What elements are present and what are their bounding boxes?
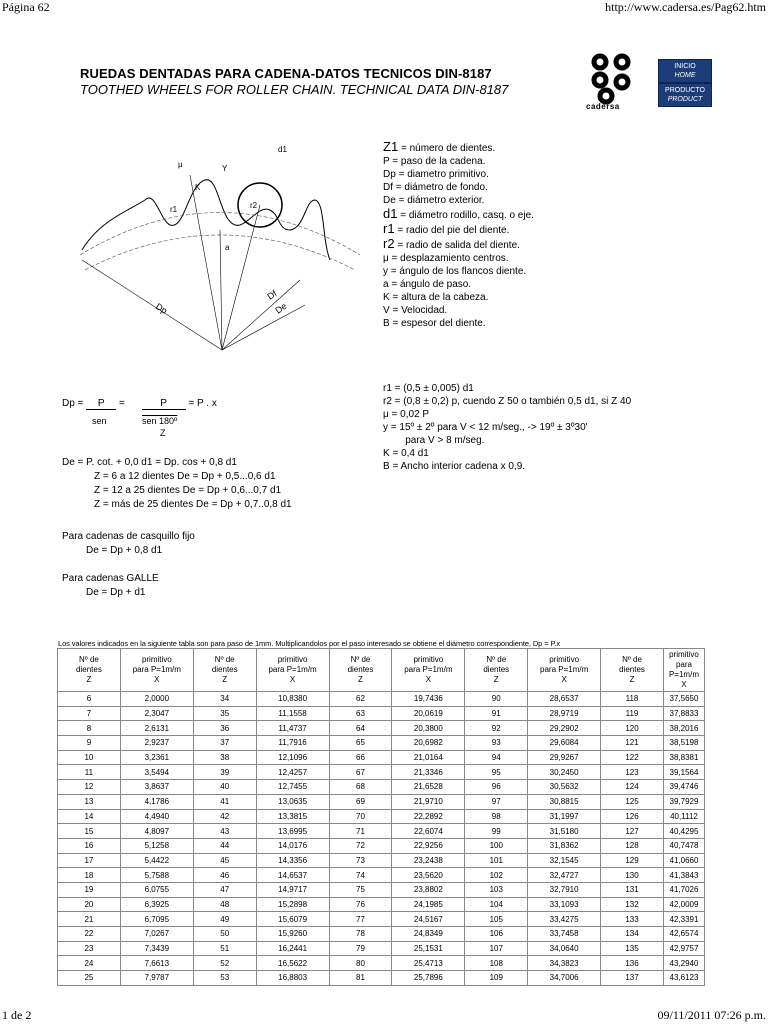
- pitch-factor-cell: 31,1997: [528, 809, 601, 824]
- legend-item: r2 = radio de salida del diente.: [383, 236, 520, 251]
- teeth-count-cell: 126: [601, 809, 664, 824]
- print-header: [0, 0, 768, 14]
- pitch-factor-cell: 39,4746: [663, 780, 704, 795]
- teeth-count-cell: 50: [193, 927, 256, 942]
- pitch-factor-cell: 29,2902: [528, 721, 601, 736]
- teeth-count-cell: 103: [465, 882, 528, 897]
- teeth-count-cell: 64: [329, 721, 392, 736]
- pitch-factor-cell: 34,3823: [528, 956, 601, 971]
- table-body: [58, 692, 705, 986]
- teeth-count-cell: 125: [601, 794, 664, 809]
- pitch-factor-cell: 38,2016: [663, 721, 704, 736]
- teeth-count-cell: 65: [329, 736, 392, 751]
- pitch-factor-cell: 33,7458: [528, 927, 601, 942]
- teeth-count-cell: 47: [193, 882, 256, 897]
- pitch-factor-cell: 33,4275: [528, 912, 601, 927]
- teeth-count-cell: 49: [193, 912, 256, 927]
- legend-item: μ = desplazamiento centros.: [383, 253, 509, 264]
- sprocket-diagram: [70, 130, 370, 360]
- teeth-count-cell: 19: [58, 882, 121, 897]
- teeth-count-cell: 127: [601, 824, 664, 839]
- print-header-page: Página 62: [2, 0, 50, 14]
- pitch-factor-cell: 24,1985: [392, 897, 465, 912]
- teeth-count-cell: 12: [58, 780, 121, 795]
- legend-item: K = altura de la cabeza.: [383, 292, 489, 303]
- teeth-count-cell: 44: [193, 838, 256, 853]
- teeth-count-cell: 11: [58, 765, 121, 780]
- teeth-count-cell: 107: [465, 941, 528, 956]
- pitch-factor-cell: 11,1558: [256, 706, 329, 721]
- teeth-count-cell: 15: [58, 824, 121, 839]
- pitch-factor-cell: 23,2438: [392, 853, 465, 868]
- pitch-factor-cell: 22,9256: [392, 838, 465, 853]
- teeth-count-cell: 109: [465, 971, 528, 986]
- teeth-count-cell: 134: [601, 927, 664, 942]
- pitch-factor-cell: 41,0660: [663, 853, 704, 868]
- table-row: [58, 853, 705, 868]
- teeth-count-cell: 18: [58, 868, 121, 883]
- pitch-factor-cell: 32,7910: [528, 882, 601, 897]
- pitch-factor-cell: 31,5180: [528, 824, 601, 839]
- teeth-count-cell: 66: [329, 750, 392, 765]
- teeth-count-cell: 45: [193, 853, 256, 868]
- pitch-factor-cell: 13,6995: [256, 824, 329, 839]
- table-row: [58, 692, 705, 707]
- pitch-factor-cell: 22,6074: [392, 824, 465, 839]
- legend-item: a = ángulo de paso.: [383, 279, 472, 290]
- teeth-count-cell: 137: [601, 971, 664, 986]
- pitch-factor-cell: 34,7006: [528, 971, 601, 986]
- pitch-factor-cell: 20,0619: [392, 706, 465, 721]
- col-header-x: primitivo para P=1m/m X: [256, 649, 329, 692]
- diagram-label-dp: Dp: [153, 301, 170, 316]
- pitch-factor-cell: 28,6537: [528, 692, 601, 707]
- pitch-factor-cell: 23,8802: [392, 882, 465, 897]
- teeth-count-cell: 24: [58, 956, 121, 971]
- print-header-url: http://www.cadersa.es/Pag62.htm: [605, 0, 766, 14]
- teeth-count-cell: 133: [601, 912, 664, 927]
- teeth-count-cell: 35: [193, 706, 256, 721]
- legend-item: Dp = diametro primitivo.: [383, 169, 489, 180]
- teeth-count-cell: 80: [329, 956, 392, 971]
- pitch-factor-cell: 6,3925: [120, 897, 193, 912]
- legend-item: B = espesor del diente.: [383, 318, 486, 329]
- pitch-factor-cell: 4,1786: [120, 794, 193, 809]
- pitch-factor-cell: 16,5622: [256, 956, 329, 971]
- teeth-count-cell: 52: [193, 956, 256, 971]
- diagram-label-k: K: [195, 183, 201, 192]
- teeth-count-cell: 104: [465, 897, 528, 912]
- pitch-factor-cell: 28,9719: [528, 706, 601, 721]
- legend-item: r1 = radio del pie del diente.: [383, 221, 510, 236]
- diagram-label-df: Df: [265, 288, 279, 302]
- pitch-factor-cell: 24,5167: [392, 912, 465, 927]
- teeth-count-cell: 36: [193, 721, 256, 736]
- formula-line: B = Ancho interior cadena x 0,9.: [383, 461, 526, 472]
- teeth-count-cell: 42: [193, 809, 256, 824]
- table-row: [58, 794, 705, 809]
- table-row: [58, 941, 705, 956]
- pitch-factor-cell: 14,3356: [256, 853, 329, 868]
- teeth-count-cell: 79: [329, 941, 392, 956]
- pitch-factor-cell: 15,2898: [256, 897, 329, 912]
- col-header-x: primitivo para P=1m/m X: [392, 649, 465, 692]
- pitch-factor-cell: 24,8349: [392, 927, 465, 942]
- diagram-label-a: a: [225, 243, 230, 252]
- table-row: [58, 838, 705, 853]
- pitch-factor-cell: 12,4257: [256, 765, 329, 780]
- teeth-count-cell: 78: [329, 927, 392, 942]
- symbol-legend: [383, 140, 763, 330]
- pitch-factor-cell: 42,3391: [663, 912, 704, 927]
- pitch-factor-cell: 21,6528: [392, 780, 465, 795]
- teeth-count-cell: 69: [329, 794, 392, 809]
- pitch-factor-cell: 13,3815: [256, 809, 329, 824]
- pitch-factor-cell: 2,3047: [120, 706, 193, 721]
- teeth-count-cell: 10: [58, 750, 121, 765]
- table-row: [58, 750, 705, 765]
- teeth-count-cell: 90: [465, 692, 528, 707]
- table-row: [58, 971, 705, 986]
- pitch-factor-cell: 11,4737: [256, 721, 329, 736]
- teeth-count-cell: 130: [601, 868, 664, 883]
- teeth-count-cell: 48: [193, 897, 256, 912]
- formula-line: r1 = (0,5 ± 0,005) d1: [383, 383, 474, 394]
- pitch-factor-cell: 25,4713: [392, 956, 465, 971]
- pitch-factor-cell: 42,9757: [663, 941, 704, 956]
- teeth-count-cell: 37: [193, 736, 256, 751]
- legend-item: d1 = diámetro rodillo, casq. o eje.: [383, 206, 534, 221]
- teeth-count-cell: 70: [329, 809, 392, 824]
- print-footer-page-count: 1 de 2: [2, 1008, 32, 1022]
- teeth-count-cell: 129: [601, 853, 664, 868]
- table-row: [58, 897, 705, 912]
- diagram-label-d1: d1: [278, 145, 287, 154]
- formula-line: Z = más de 25 dientes De = Dp + 0,7..0,8 d1: [94, 499, 292, 510]
- table-row: [58, 927, 705, 942]
- formula-line: y = 15º ± 2º para V < 12 m/seg., -> 19º ± 3º30': [383, 422, 588, 433]
- teeth-count-cell: 43: [193, 824, 256, 839]
- teeth-count-cell: 132: [601, 897, 664, 912]
- pitch-factor-cell: 5,4422: [120, 853, 193, 868]
- table-header-row: [58, 649, 705, 692]
- pitch-factor-cell: 7,6613: [120, 956, 193, 971]
- title-english: TOOTHED WHEELS FOR ROLLER CHAIN. TECHNICAL DATA DIN-8187: [80, 82, 509, 97]
- teeth-count-cell: 77: [329, 912, 392, 927]
- home-button[interactable]: [658, 59, 712, 83]
- pitch-factor-cell: 29,9267: [528, 750, 601, 765]
- teeth-count-cell: 97: [465, 794, 528, 809]
- pitch-factor-cell: 3,8637: [120, 780, 193, 795]
- diagram-label-r2: r2: [250, 201, 258, 210]
- teeth-count-cell: 38: [193, 750, 256, 765]
- table-row: [58, 956, 705, 971]
- table-row: [58, 765, 705, 780]
- dp-formula: Dp = P = P = P . x sen sen 180º Z: [62, 398, 217, 438]
- pitch-factor-cell: 14,6537: [256, 868, 329, 883]
- pitch-factor-cell: 14,0176: [256, 838, 329, 853]
- pitch-factor-cell: 41,3843: [663, 868, 704, 883]
- pitch-factor-cell: 31,8362: [528, 838, 601, 853]
- teeth-count-cell: 122: [601, 750, 664, 765]
- teeth-count-cell: 25: [58, 971, 121, 986]
- teeth-count-cell: 34: [193, 692, 256, 707]
- teeth-count-cell: 40: [193, 780, 256, 795]
- pitch-diameter-table: [57, 648, 705, 986]
- pitch-factor-cell: 29,6084: [528, 736, 601, 751]
- pitch-factor-cell: 2,9237: [120, 736, 193, 751]
- pitch-factor-cell: 4,4940: [120, 809, 193, 824]
- print-footer-timestamp: 09/11/2011 07:26 p.m.: [657, 1008, 766, 1022]
- formula-line: De = Dp + d1: [86, 587, 146, 598]
- pitch-factor-cell: 38,8381: [663, 750, 704, 765]
- pitch-factor-cell: 12,7455: [256, 780, 329, 795]
- pitch-factor-cell: 16,2441: [256, 941, 329, 956]
- pitch-factor-cell: 40,7478: [663, 838, 704, 853]
- table-note: Los valores indicados en la siguiente tabla son para paso de 1mm. Multiplicandolos por el paso interesado se obtiene el diámetro correspondiente, Dp = P.x: [58, 639, 561, 648]
- table-row: [58, 780, 705, 795]
- outer-diameter-formulas: [62, 456, 292, 600]
- col-header-z: Nº de dientes Z: [193, 649, 256, 692]
- col-header-z: Nº de dientes Z: [58, 649, 121, 692]
- teeth-count-cell: 22: [58, 927, 121, 942]
- teeth-count-cell: 76: [329, 897, 392, 912]
- teeth-count-cell: 94: [465, 750, 528, 765]
- home-button-label-en: HOME: [674, 72, 696, 79]
- table-row: [58, 912, 705, 927]
- col-header-x: primitivo para P=1m/m X: [120, 649, 193, 692]
- pitch-factor-cell: 39,7929: [663, 794, 704, 809]
- pitch-factor-cell: 20,6982: [392, 736, 465, 751]
- teeth-count-cell: 92: [465, 721, 528, 736]
- teeth-count-cell: 74: [329, 868, 392, 883]
- formula-line: para V > 8 m/seg.: [383, 435, 485, 446]
- legend-item: Df = diámetro de fondo.: [383, 182, 488, 193]
- pitch-factor-cell: 25,1531: [392, 941, 465, 956]
- pitch-factor-cell: 19,7436: [392, 692, 465, 707]
- formula-line: K = 0,4 d1: [383, 448, 429, 459]
- pitch-factor-cell: 13,0635: [256, 794, 329, 809]
- teeth-count-cell: 16: [58, 838, 121, 853]
- formula-line: Para cadenas de casquillo fijo: [62, 531, 195, 542]
- diagram-label-mu: μ: [178, 160, 183, 169]
- formula-line: Z = 12 a 25 dientes De = Dp + 0,6...0,7 d1: [94, 485, 282, 496]
- teeth-count-cell: 95: [465, 765, 528, 780]
- pitch-factor-cell: 37,8833: [663, 706, 704, 721]
- teeth-count-cell: 51: [193, 941, 256, 956]
- pitch-factor-cell: 38,5198: [663, 736, 704, 751]
- teeth-count-cell: 135: [601, 941, 664, 956]
- teeth-count-cell: 136: [601, 956, 664, 971]
- formula-line: r2 = (0,8 ± 0,2) p, cuendo Z 50 o también 0,5 d1, si Z 40: [383, 396, 632, 407]
- pitch-factor-cell: 43,2940: [663, 956, 704, 971]
- teeth-count-cell: 39: [193, 765, 256, 780]
- pitch-factor-cell: 10,8380: [256, 692, 329, 707]
- pitch-factor-cell: 7,0267: [120, 927, 193, 942]
- pitch-factor-cell: 34,0640: [528, 941, 601, 956]
- teeth-count-cell: 21: [58, 912, 121, 927]
- legend-item: Z1 = número de dientes.: [383, 139, 496, 154]
- pitch-factor-cell: 4,8097: [120, 824, 193, 839]
- col-header-z: Nº de dientes Z: [601, 649, 664, 692]
- pitch-factor-cell: 21,9710: [392, 794, 465, 809]
- pitch-factor-cell: 15,6079: [256, 912, 329, 927]
- teeth-count-cell: 72: [329, 838, 392, 853]
- teeth-count-cell: 105: [465, 912, 528, 927]
- teeth-count-cell: 46: [193, 868, 256, 883]
- table-row: [58, 736, 705, 751]
- pitch-factor-cell: 11,7916: [256, 736, 329, 751]
- pitch-factor-cell: 23,5620: [392, 868, 465, 883]
- diagram-label-de: De: [273, 300, 289, 316]
- teeth-count-cell: 99: [465, 824, 528, 839]
- design-formulas: [383, 382, 763, 473]
- logo-text: cadersa: [586, 102, 620, 111]
- table-row: [58, 809, 705, 824]
- pitch-factor-cell: 25,7896: [392, 971, 465, 986]
- pitch-factor-cell: 37,5650: [663, 692, 704, 707]
- table-row: [58, 706, 705, 721]
- teeth-count-cell: 75: [329, 882, 392, 897]
- teeth-count-cell: 73: [329, 853, 392, 868]
- pitch-factor-cell: 5,7588: [120, 868, 193, 883]
- pitch-factor-cell: 6,7095: [120, 912, 193, 927]
- home-button-label-es: INICIO: [674, 63, 696, 70]
- pitch-factor-cell: 12,1096: [256, 750, 329, 765]
- col-header-z: Nº de dientes Z: [465, 649, 528, 692]
- teeth-count-cell: 124: [601, 780, 664, 795]
- pitch-factor-cell: 2,6131: [120, 721, 193, 736]
- col-header-x: primitivo para P=1m/m X: [528, 649, 601, 692]
- teeth-count-cell: 20: [58, 897, 121, 912]
- teeth-count-cell: 81: [329, 971, 392, 986]
- teeth-count-cell: 68: [329, 780, 392, 795]
- teeth-count-cell: 62: [329, 692, 392, 707]
- pitch-factor-cell: 3,5494: [120, 765, 193, 780]
- pitch-factor-cell: 21,0164: [392, 750, 465, 765]
- table-row: [58, 824, 705, 839]
- teeth-count-cell: 6: [58, 692, 121, 707]
- print-footer: [0, 1008, 768, 1024]
- pitch-factor-cell: 14,9717: [256, 882, 329, 897]
- teeth-count-cell: 102: [465, 868, 528, 883]
- teeth-count-cell: 71: [329, 824, 392, 839]
- diagram-label-y: Y: [222, 164, 228, 173]
- formula-line: De = P. cot. + 0,0 d1 = Dp. cos + 0,8 d1: [62, 457, 237, 468]
- teeth-count-cell: 63: [329, 706, 392, 721]
- product-button-label-es: PRODUCTO: [665, 87, 705, 94]
- spacer: [62, 558, 292, 572]
- pitch-factor-cell: 39,1564: [663, 765, 704, 780]
- legend-item: P = paso de la cadena.: [383, 156, 486, 167]
- table-row: [58, 721, 705, 736]
- pitch-factor-cell: 32,4727: [528, 868, 601, 883]
- teeth-count-cell: 53: [193, 971, 256, 986]
- teeth-count-cell: 108: [465, 956, 528, 971]
- pitch-factor-cell: 7,9787: [120, 971, 193, 986]
- pitch-factor-cell: 21,3346: [392, 765, 465, 780]
- teeth-count-cell: 123: [601, 765, 664, 780]
- teeth-count-cell: 101: [465, 853, 528, 868]
- teeth-count-cell: 106: [465, 927, 528, 942]
- teeth-count-cell: 7: [58, 706, 121, 721]
- teeth-count-cell: 120: [601, 721, 664, 736]
- teeth-count-cell: 23: [58, 941, 121, 956]
- teeth-count-cell: 96: [465, 780, 528, 795]
- formula-line: Z = 6 a 12 dientes De = Dp + 0,5...0,6 d1: [94, 471, 276, 482]
- legend-item: De = diámetro exterior.: [383, 195, 485, 206]
- pitch-factor-cell: 2,0000: [120, 692, 193, 707]
- teeth-count-cell: 14: [58, 809, 121, 824]
- formula-line: De = Dp + 0,8 d1: [86, 545, 163, 556]
- pitch-factor-cell: 30,8815: [528, 794, 601, 809]
- pitch-factor-cell: 30,5632: [528, 780, 601, 795]
- spacer: [62, 512, 292, 530]
- teeth-count-cell: 41: [193, 794, 256, 809]
- col-header-x-last: primitivo para P=1m/m X: [663, 649, 704, 692]
- pitch-factor-cell: 5,1258: [120, 838, 193, 853]
- legend-item: y = ángulo de los flancos diente.: [383, 266, 527, 277]
- product-button-label-en: PRODUCT: [667, 96, 703, 103]
- formula-line: Para cadenas GALLE: [62, 573, 159, 584]
- formula-line: μ = 0,02 P: [383, 409, 430, 420]
- pitch-factor-cell: 32,1545: [528, 853, 601, 868]
- pitch-factor-cell: 42,0009: [663, 897, 704, 912]
- table-row: [58, 868, 705, 883]
- pitch-factor-cell: 42,6574: [663, 927, 704, 942]
- teeth-count-cell: 128: [601, 838, 664, 853]
- teeth-count-cell: 100: [465, 838, 528, 853]
- teeth-count-cell: 119: [601, 706, 664, 721]
- teeth-count-cell: 9: [58, 736, 121, 751]
- pitch-factor-cell: 43,6123: [663, 971, 704, 986]
- pitch-factor-cell: 22,2892: [392, 809, 465, 824]
- pitch-factor-cell: 40,4295: [663, 824, 704, 839]
- teeth-count-cell: 131: [601, 882, 664, 897]
- teeth-count-cell: 8: [58, 721, 121, 736]
- teeth-count-cell: 98: [465, 809, 528, 824]
- pitch-factor-cell: 41,7026: [663, 882, 704, 897]
- pitch-factor-cell: 3,2361: [120, 750, 193, 765]
- teeth-count-cell: 121: [601, 736, 664, 751]
- title-spanish: RUEDAS DENTADAS PARA CADENA-DATOS TECNICOS DIN-8187: [80, 66, 492, 81]
- pitch-factor-cell: 20,3800: [392, 721, 465, 736]
- pitch-factor-cell: 6,0755: [120, 882, 193, 897]
- teeth-count-cell: 93: [465, 736, 528, 751]
- table-row: [58, 882, 705, 897]
- teeth-count-cell: 118: [601, 692, 664, 707]
- teeth-count-cell: 67: [329, 765, 392, 780]
- pitch-factor-cell: 30,2450: [528, 765, 601, 780]
- pitch-factor-cell: 33,1093: [528, 897, 601, 912]
- diagram-label-r1: r1: [170, 205, 178, 214]
- pitch-factor-cell: 15,9260: [256, 927, 329, 942]
- teeth-count-cell: 17: [58, 853, 121, 868]
- pitch-factor-cell: 16,8803: [256, 971, 329, 986]
- pitch-factor-cell: 40,1112: [663, 809, 704, 824]
- product-button[interactable]: [658, 83, 712, 107]
- teeth-count-cell: 13: [58, 794, 121, 809]
- pitch-factor-cell: 7,3439: [120, 941, 193, 956]
- teeth-count-cell: 91: [465, 706, 528, 721]
- col-header-z: Nº de dientes Z: [329, 649, 392, 692]
- legend-item: V = Velocidad.: [383, 305, 448, 316]
